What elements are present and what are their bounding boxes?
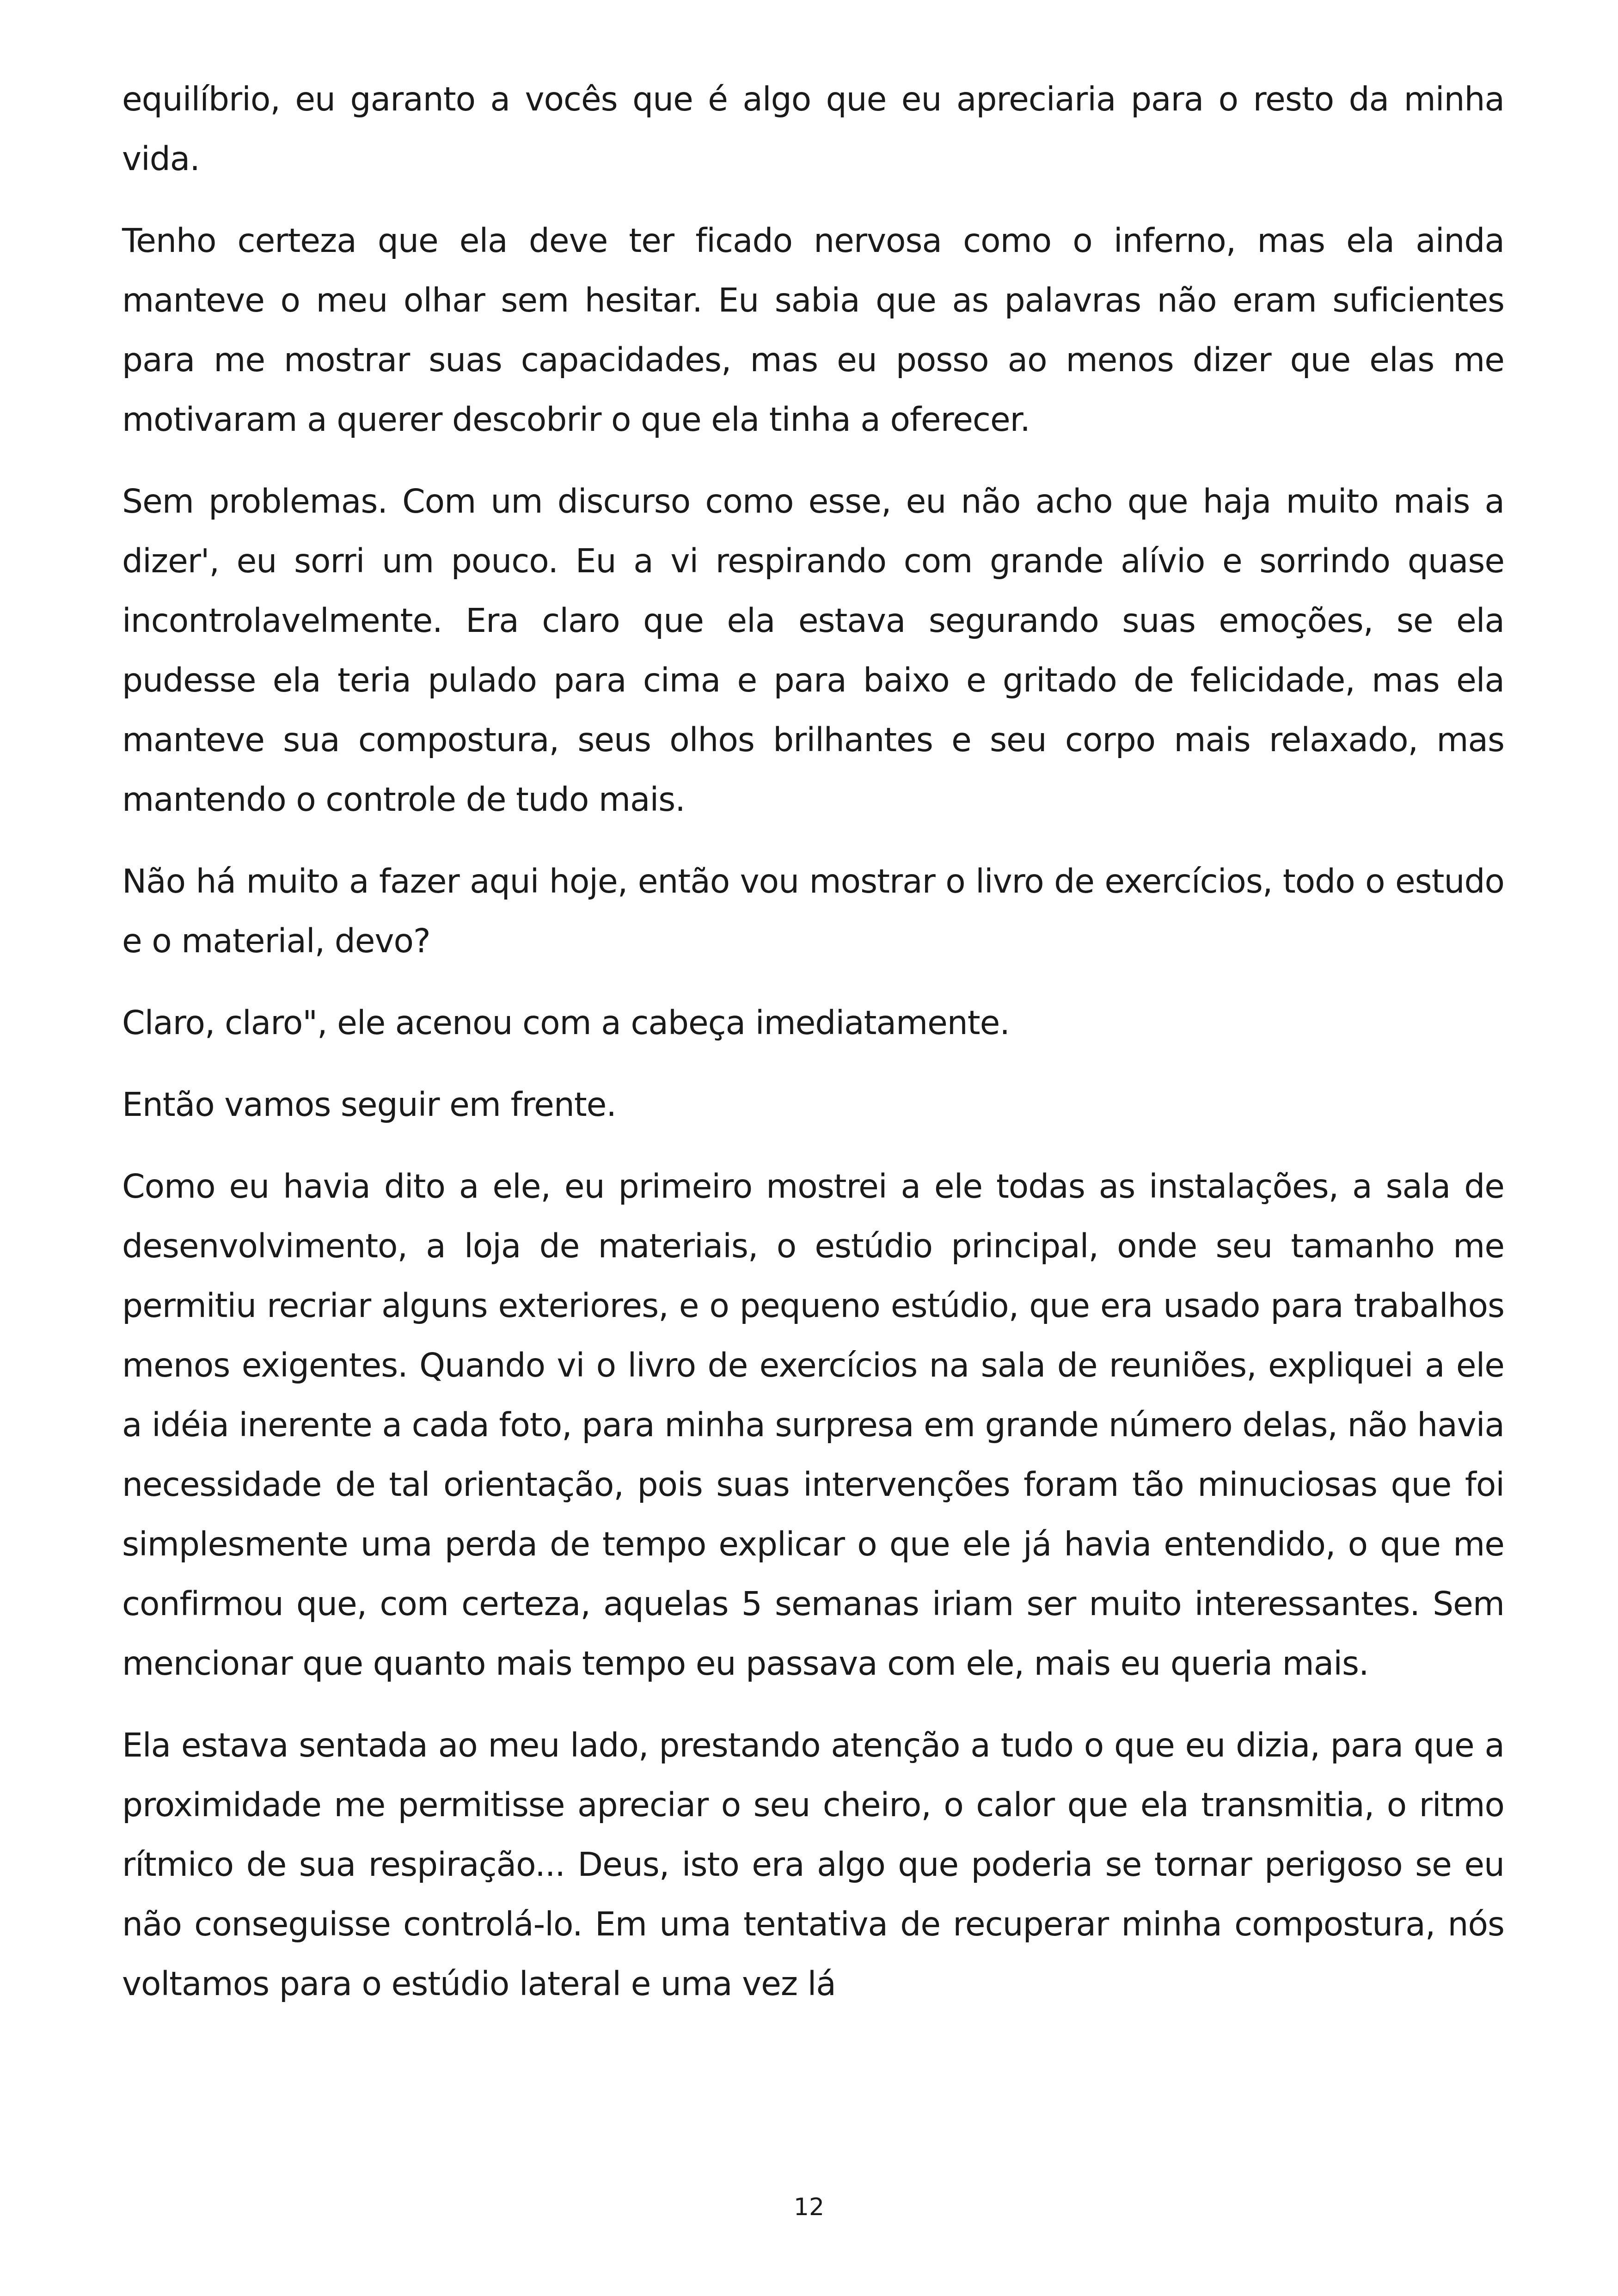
- paragraph-2: Tenho certeza que ela deve ter ficado nervosa como o inferno, mas ela ainda manteve o meu olhar sem hesitar. Eu sabia que as palavras não eram suficientes para me mostrar suas capacidades, mas eu posso ao menos dizer que elas me motivaram a querer descobrir o que ela tinha a oferecer.: [122, 221, 1504, 439]
- paragraph-6: Então vamos seguir em frente.: [122, 1085, 616, 1124]
- paragraph-3: Sem problemas. Com um discurso como esse, eu não acho que haja muito mais a dizer', eu sorri um pouco. Eu a vi respirando com grande alívio e sorrindo quase incontrolavelmente. Era claro que ela estava segurando suas emoções, se ela pudesse ela teria pulado para cima e para baixo e gritado de felicidade, mas ela manteve sua compostura, seus olhos brilhantes e seu corpo mais relaxado, mas mantendo o controle de tudo mais.: [122, 482, 1504, 819]
- paragraph-5: Claro, claro", ele acenou com a cabeça imediatamente.: [122, 1004, 1010, 1042]
- paragraph-1: equilíbrio, eu garanto a vocês que é algo que eu apreciaria para o resto da minha vida.: [122, 80, 1504, 178]
- page-number: 12: [793, 2193, 825, 2221]
- paragraph-8: Ela estava sentada ao meu lado, prestando atenção a tudo o que eu dizia, para que a proximidade me permitisse apreciar o seu cheiro, o calor que ela transmitia, o ritmo rítmico de sua respiração... Deus, isto era algo que poderia se tornar perigoso se eu não conseguisse controlá-lo. Em uma tentativa de recuperar minha compostura, nós voltamos para o estúdio lateral e uma vez lá: [122, 1726, 1504, 2003]
- page-body: [122, 69, 1504, 2036]
- paragraph-4: Não há muito a fazer aqui hoje, então vou mostrar o livro de exercícios, todo o estudo e o material, devo?: [122, 862, 1504, 960]
- paragraph-7: Como eu havia dito a ele, eu primeiro mostrei a ele todas as instalações, a sala de desenvolvimento, a loja de materiais, o estúdio principal, onde seu tamanho me permitiu recriar alguns exteriores, e o pequeno estúdio, que era usado para trabalhos menos exigentes. Quando vi o livro de exercícios na sala de reuniões, expliquei a ele a idéia inerente a cada foto, para minha surpresa em grande número delas, não havia necessidade de tal orientação, pois suas intervenções foram tão minuciosas que foi simplesmente uma perda de tempo explicar o que ele já havia entendido, o que me confirmou que, com certeza, aquelas 5 semanas iriam ser muito interessantes. Sem mencionar que quanto mais tempo eu passava com ele, mais eu queria mais.: [122, 1167, 1504, 1683]
